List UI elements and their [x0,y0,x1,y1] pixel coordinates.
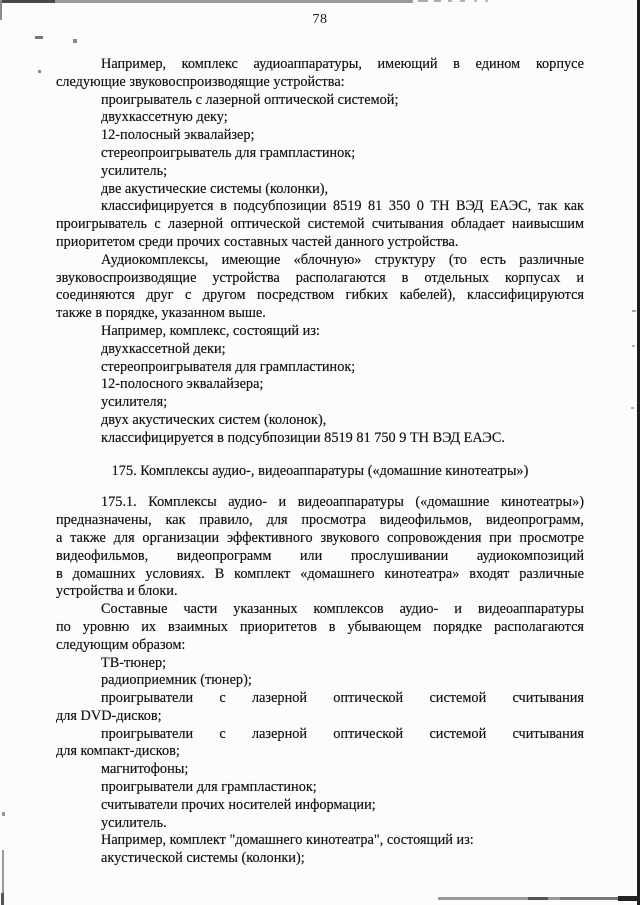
text-line: проигрыватели для грампластинок; [101,779,317,796]
text-line: магнитофоны; [101,761,189,778]
text-line: проигрыватель с лазерной оптической системой; [101,91,399,108]
document-body [56,56,584,868]
scan-bottom-border-segment [560,897,620,900]
scan-top-border-gray-segment [55,0,413,3]
text-line: радиоприемник (тюнер); [101,672,252,689]
scan-top-border-dash [434,0,441,2]
text-line: Например, комплекс, состоящий из: [101,322,320,339]
text-line: двухкассетной деки; [101,340,226,357]
scan-top-border-dash [485,0,488,2]
text-line: акустической системы (колонки); [101,850,305,867]
text-line: также в порядке, указанном выше. [56,305,266,322]
text-line: проигрыватель с лазерной оптической системой считывания обладает наивысшим [56,216,584,233]
text-line: двух акустических систем (колонок), [101,411,327,428]
text-line: стереопроигрывателя для грампластинок; [101,358,356,375]
text-line: усилитель. [101,814,167,831]
text-line: звуковоспроизводящие устройства располагаются в отдельных корпусах и [56,269,584,286]
text-line: считыватели прочих носителей информации; [101,796,376,813]
scan-left-border-top [0,0,2,20]
page-number: 78 [312,12,328,27]
scan-bottom-border-segment [438,897,528,900]
text-line: в домашних условиях. В комплект «домашнего кинотеатра» входят различные [56,565,584,582]
text-line: приоритетом среди прочих составных частей данного устройства. [56,233,459,250]
text-line: 12-полосный эквалайзер; [101,127,255,144]
text-line: классифицируется в подсубпозиции 8519 81 750 9 ТН ВЭД ЕАЭС. [101,429,505,446]
scan-speck [632,310,636,312]
scan-speck [2,812,5,816]
scan-top-border-dark-segment [0,0,55,3]
scan-top-border-dash [460,0,465,2]
text-line: следующие звуковоспроизводящие устройства: [56,73,345,90]
text-line: следующим образом: [56,636,186,653]
text-line: стереопроигрыватель для грампластинок; [101,144,356,161]
scan-speck [38,70,41,73]
scan-speck [631,407,634,409]
scan-bottom-border-segment [548,897,560,900]
text-line: две акустические системы (колонки), [101,180,329,197]
text-line: ТВ-тюнер; [101,654,167,671]
text-line: классифицируется в подсубпозиции 8519 81 350 0 ТН ВЭД ЕАЭС, так как [101,198,584,215]
scan-speck [35,36,43,39]
text-line: усилитель; [101,162,168,179]
text-line: соединяются друг с другом посредством гибких кабелей), классифицируются [56,287,584,304]
text-line: 12-полосного эквалайзера; [101,376,264,393]
text-line: двухкассетную деку; [101,109,228,126]
text-line: предназначены, как правило, для просмотра видеофильмов, видеопрограмм, [56,512,584,529]
scan-right-border-line [637,0,640,905]
scan-top-border-dash [448,0,452,2]
scan-bottom-border-corner [618,896,640,901]
text-line: по уровню их взаимных приоритетов в убывающем порядке располагаются [56,618,584,635]
text-line: устройства и блоки. [56,583,178,600]
text-line: а также для организации эффективного звукового сопровождения при просмотре [56,529,584,546]
section-heading: 175. Комплексы аудио-, видеоаппаратуры («домашние кинотеатры») [111,462,529,479]
scan-top-border-dash [474,0,477,2]
text-line: видеофильмов, видеопрограмм или прослушивании аудиокомпозиций [56,547,584,564]
scan-left-border-tip [1,893,4,905]
text-line: для DVD-дисков; [56,707,162,724]
text-line: проигрыватели с лазерной оптической системой считывания [101,690,584,707]
text-line: Например, комплект "домашнего кинотеатра", состоящий из: [101,832,474,849]
text-line: 175.1. Комплексы аудио- и видеоаппаратуры («домашние кинотеатры») [101,494,584,511]
scan-speck [632,345,635,347]
text-line: для компакт-дисков; [56,743,180,760]
text-line: Аудиокомплексы, имеющие «блочную» структуру (то есть различные [101,251,584,268]
scan-bottom-border-segment [528,897,548,900]
scan-top-border-dash [418,0,428,2]
text-line: проигрыватели с лазерной оптической системой считывания [101,725,584,742]
text-line: Например, комплекс аудиоаппаратуры, имеющий в едином корпусе [101,56,584,72]
scan-speck [73,39,77,43]
text-line: Составные части указанных комплексов аудио- и видеоаппаратуры [101,601,584,618]
text-line: усилителя; [101,394,168,411]
